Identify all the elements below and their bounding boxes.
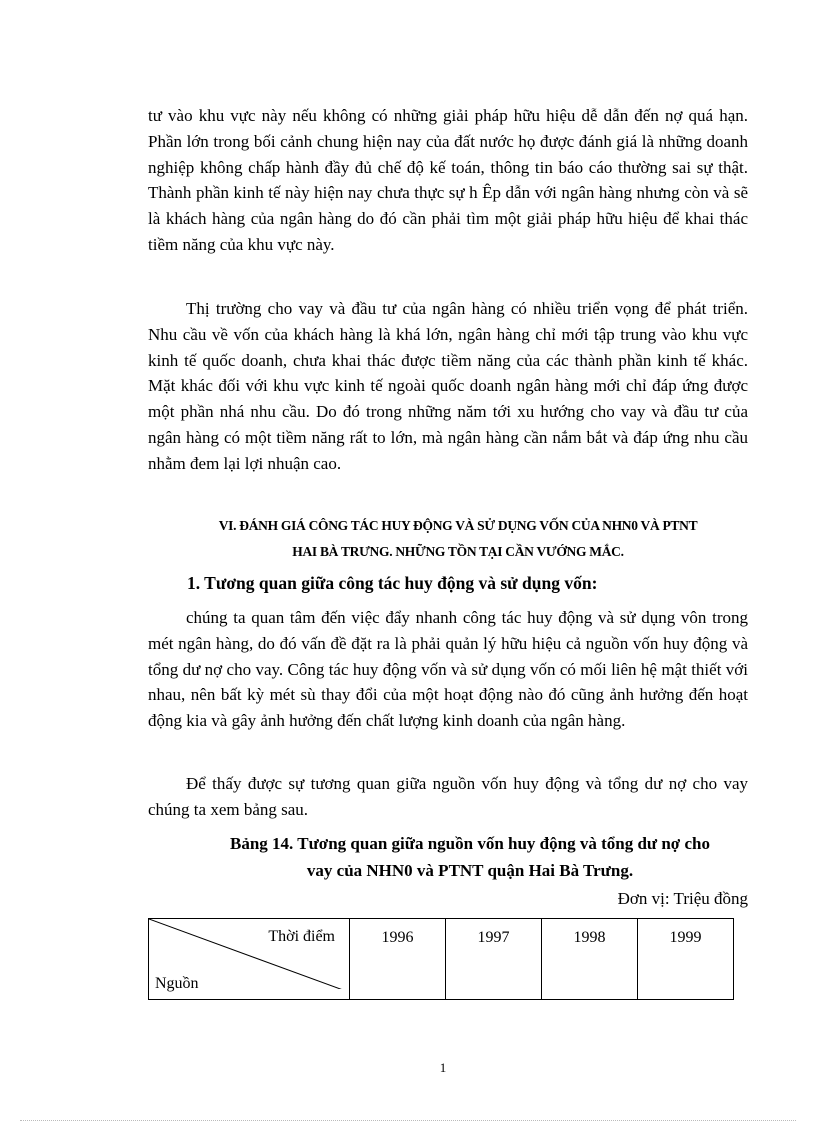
year-header-1999: 1999 bbox=[638, 919, 734, 1000]
table-title-line-1: Bảng 14. Tương quan giữa nguồn vốn huy động và tổng dư nợ cho bbox=[230, 834, 710, 853]
page-bottom-divider bbox=[20, 1120, 796, 1121]
page-number: 1 bbox=[439, 1060, 447, 1075]
section-heading-line-1: VI. ĐÁNH GIÁ CÔNG TÁC HUY ĐỘNG VÀ SỬ DỤNG VỐN CỦA NHN0 VÀ PTNT bbox=[218, 518, 698, 533]
section-heading-line-2: HAI BÀ TRƯNG. NHỮNG TỒN TẠI CẦN VƯỚNG MẮC. bbox=[292, 544, 624, 559]
year-header-1998: 1998 bbox=[542, 919, 638, 1000]
table-header-row bbox=[149, 919, 734, 1000]
table-title-line-2: vay của NHN0 và PTNT quận Hai Bà Trưng. bbox=[306, 861, 634, 880]
data-table bbox=[148, 918, 734, 1000]
corner-top-label: Thời điểm bbox=[268, 928, 335, 945]
corner-cell bbox=[149, 919, 350, 1000]
year-header-1996: 1996 bbox=[350, 919, 446, 1000]
table-title bbox=[190, 830, 750, 884]
year-header-1997: 1997 bbox=[446, 919, 542, 1000]
subheading: 1. Tương quan giữa công tác huy động và sử dụng vốn: bbox=[187, 573, 598, 593]
corner-bottom-label: Nguồn bbox=[155, 975, 199, 992]
unit-label: Đơn vị: Triệu đồng bbox=[617, 889, 748, 908]
paragraph-3: chúng ta quan tâm đến việc đẩy nhanh công tác huy động và sử dụng vôn trong mét ngân hàng, do đó vấn đề đặt ra là phải quản lý hữu hiệu cả nguồn vốn huy động và tổng dư nợ cho vay. Công tác huy động vốn và sử dụng vốn có mối liên hệ mật thiết với nhau, nên bất kỳ mét sù thay đổi của một hoạt động nào đó cũng ảnh hưởng đến hoạt động kia và gây ảnh hưởng đến chất lượng kinh doanh của ngân hàng. bbox=[148, 608, 748, 731]
paragraph-2: Thị trường cho vay và đầu tư của ngân hàng có nhiều triển vọng để phát triển. Nhu cầu về vốn của khách hàng là khá lớn, ngân hàng chỉ mới tập trung vào khu vực kinh tế quốc doanh, chưa khai thác được tiềm năng của các thành phần kinh tế khác. Mặt khác đối với khu vực kinh tế ngoài quốc doanh ngân hàng mới chỉ đáp ứng được một phần nhá nhu cầu. Do đó trong những năm tới xu hướng cho vay và đầu tư của ngân hàng có một tiềm năng rất to lớn, mà ngân hàng cần nắm bắt và đáp ứng nhu cầu nhằm đem lại lợi nhuận cao. bbox=[148, 299, 748, 473]
paragraph-1: tư vào khu vực này nếu không có những giải pháp hữu hiệu dễ dẫn đến nợ quá hạn. Phần lớn trong bối cảnh chung hiện nay của đất nước họ được đánh giá là những doanh nghiệp không chấp hành đầy đủ chế độ kế toán, thông tin báo cáo thường sai sự thật. Thành phần kinh tế này hiện nay chưa thực sự h Êp dẫn với ngân hàng nhưng còn và sẽ là khách hàng của ngân hàng do đó cần phải tìm một giải pháp hữu hiệu để khai thác tiềm năng của khu vực này. bbox=[148, 106, 748, 254]
paragraph-4: Để thấy được sự tương quan giữa nguồn vốn huy động và tổng dư nợ cho vay chúng ta xem bảng sau. bbox=[148, 774, 748, 819]
